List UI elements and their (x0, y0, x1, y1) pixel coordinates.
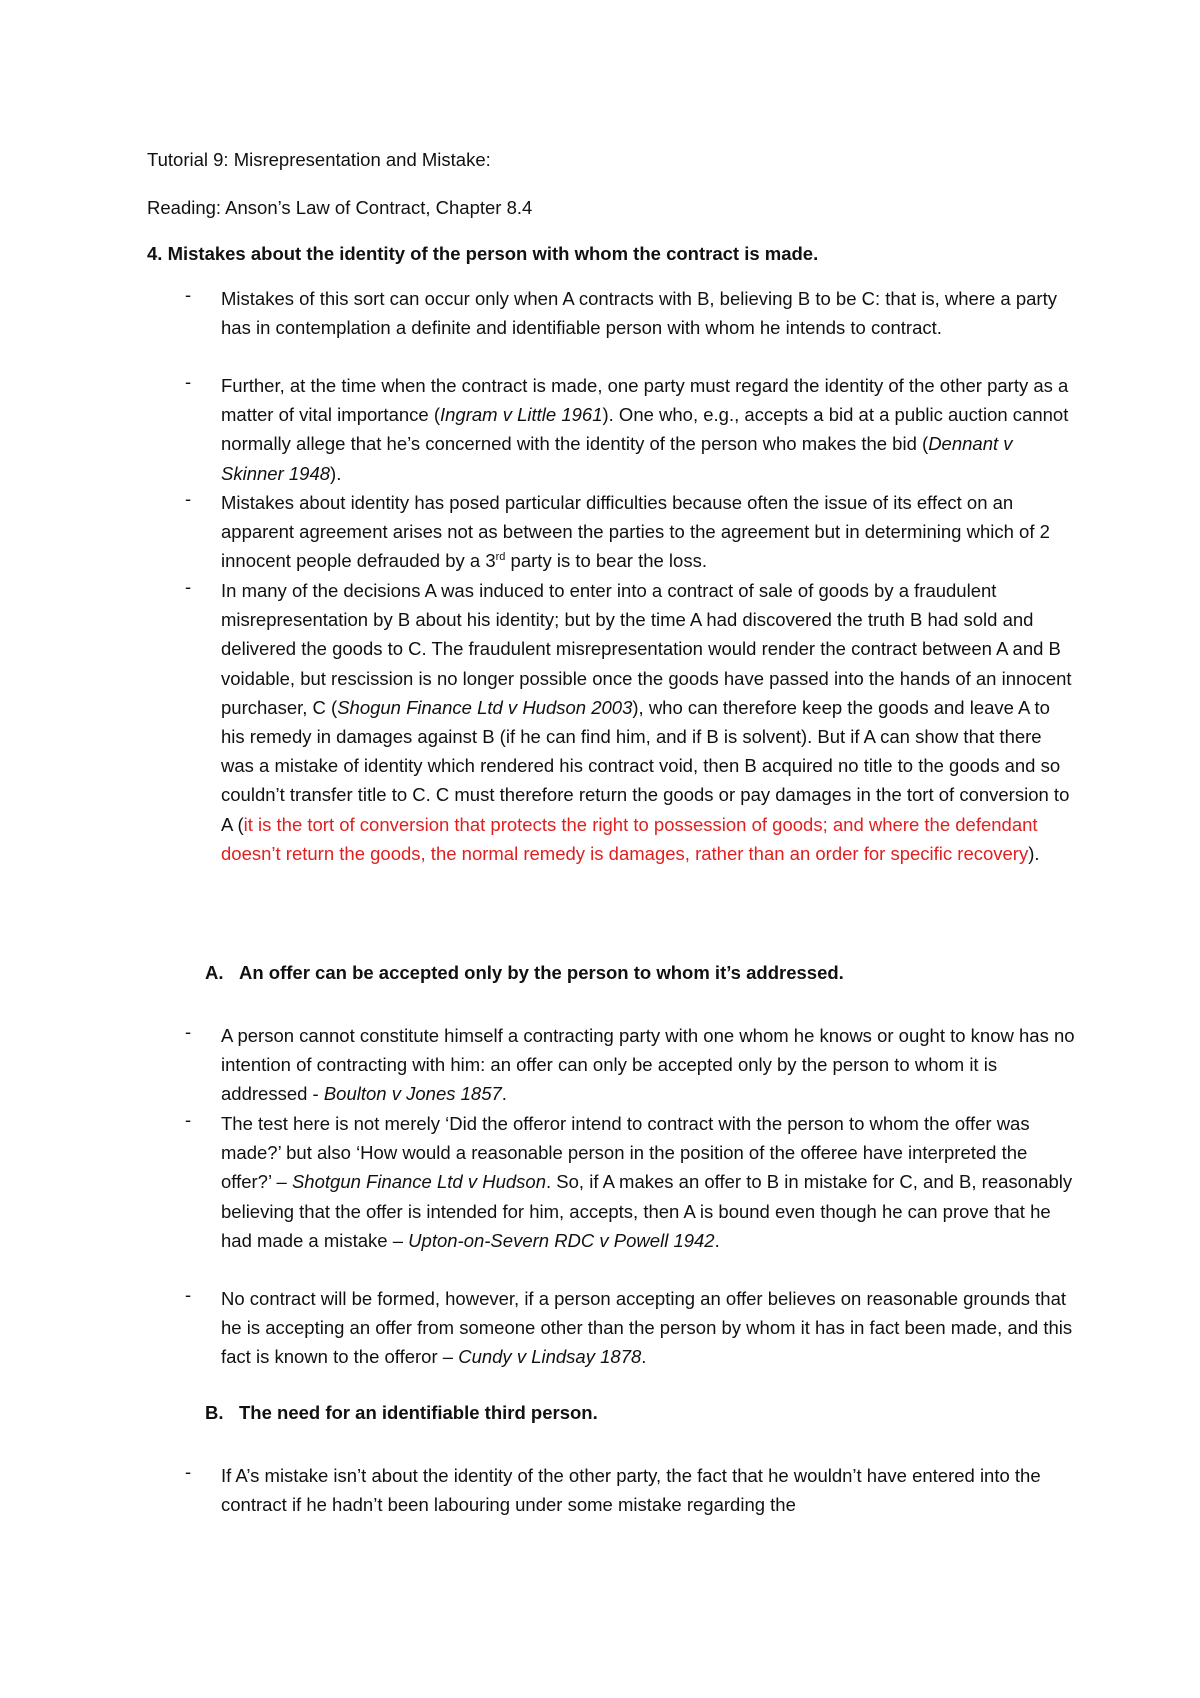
list-item (147, 371, 1077, 488)
reading-reference: Reading: Anson’s Law of Contract, Chapter 8.4 (147, 197, 533, 218)
bullet-dash: - (185, 284, 192, 305)
bullet-dash: - (185, 488, 192, 509)
list-item (147, 284, 1077, 342)
bullet-text: Further, at the time when the contract is made, one party must regard the identity of the other party as a matter of vital importance (Ingram v Little 1961). One who, e.g., accepts a bid at a public auction cannot normally allege that he’s concerned with the identity of the person who makes the bid (Dennant v Skinner 1948). (221, 375, 1069, 484)
list-item (147, 488, 1077, 576)
case-citation: Boulton v Jones 1857 (323, 1083, 502, 1105)
superscript: rd (495, 551, 506, 564)
bullet-text: The test here is not merely ‘Did the offeror intend to contract with the person to whom the offer was made?’ but also ‘How would a reasonable person in the position of the offeree have interpreted the offer?’ – Shotgun Finance Ltd v Hudson. So, if A makes an offer to B in mistake for C, and B, reasonably believing that the offer is intended for him, accepts, then A is bound even though he can prove that he had made a mistake – Upton-on-Severn RDC v Powell 1942. (221, 1113, 1073, 1251)
case-citation: Shogun Finance Ltd v Hudson 2003 (337, 696, 633, 718)
list-item (147, 1284, 1077, 1372)
case-citation: Upton-on-Severn RDC v Powell 1942 (408, 1229, 715, 1251)
bullet-text: In many of the decisions A was induced to enter into a contract of sale of goods by a fraudulent misrepresentation by B about his identity; but by the time A had discovered the truth B had sold and delivered the goods to C. The fraudulent misrepresentation would render the contract between A and B voidable, but rescission is no longer possible once the goods have passed into the hands of an innocent purchaser, C (Shogun Finance Ltd v Hudson 2003), who can therefore keep the goods and leave A to his remedy in damages against B (if he can find him, and if B is solvent). But if A can show that there was a mistake of identity which rendered his contract void, then B acquired no title to the goods and so couldn’t transfer title to C. C must therefore return the goods or pay damages in the tort of conversion to A (it is the tort of conversion that protects the right to possession of goods; and where the defendant doesn’t return the goods, the normal remedy is damages, rather than an order for specific recovery). (221, 580, 1072, 864)
section-a-heading: A. An offer can be accepted only by the person to whom it’s addressed. (205, 962, 844, 983)
document-title: Tutorial 9: Misrepresentation and Mistake: (147, 149, 491, 170)
bullet-text: Mistakes of this sort can occur only when A contracts with B, believing B to be C: that is, where a party has in contemplation a definite and identifiable person with whom he intends to contract. (221, 288, 1057, 339)
list-item (147, 576, 1077, 868)
red-annotation: it is the tort of conversion that protects the right to possession of goods; and where the defendant doesn’t return the goods, the normal remedy is damages, rather than an order for specific recovery (221, 813, 1038, 864)
bullet-text: If A’s mistake isn’t about the identity of the other party, the fact that he wouldn’t have entered into the contract if he hadn’t been labouring under some mistake regarding the (221, 1465, 1041, 1516)
list-item (147, 1109, 1077, 1255)
bullet-text: A person cannot constitute himself a contracting party with one whom he knows or ought to know has no intention of contracting with him: an offer can only be accepted only by the person to whom it is addressed - Boulton v Jones 1857. (221, 1025, 1075, 1105)
section-marker: A. (205, 962, 224, 983)
bullet-dash: - (185, 371, 192, 392)
section-4-heading: 4. Mistakes about the identity of the person with whom the contract is made. (147, 243, 819, 264)
section-b-heading: B. The need for an identifiable third person. (205, 1402, 598, 1423)
case-citation: Dennant v Skinner 1948 (221, 433, 1013, 484)
bullet-text: No contract will be formed, however, if a person accepting an offer believes on reasonable grounds that he is accepting an offer from someone other than the person by whom it has in fact been made, and this fact is known to the offeror – Cundy v Lindsay 1878. (221, 1288, 1073, 1368)
bullet-dash: - (185, 1109, 192, 1130)
bullet-dash: - (185, 1284, 192, 1305)
bullet-dash: - (185, 576, 192, 597)
case-citation: Ingram v Little 1961 (440, 404, 603, 426)
list-item (147, 1461, 1077, 1519)
bullet-dash: - (185, 1021, 192, 1042)
section-marker: B. (205, 1402, 224, 1423)
case-citation: Cundy v Lindsay 1878 (458, 1346, 642, 1368)
bullet-dash: - (185, 1461, 192, 1482)
bullet-text: Mistakes about identity has posed particular difficulties because often the issue of its effect on an apparent agreement arises not as between the parties to the agreement but in determining which of 2 innocent people defrauded by a 3rd party is to bear the loss. (221, 492, 1050, 572)
list-item (147, 1021, 1077, 1109)
case-citation: Shotgun Finance Ltd v Hudson (291, 1171, 547, 1193)
